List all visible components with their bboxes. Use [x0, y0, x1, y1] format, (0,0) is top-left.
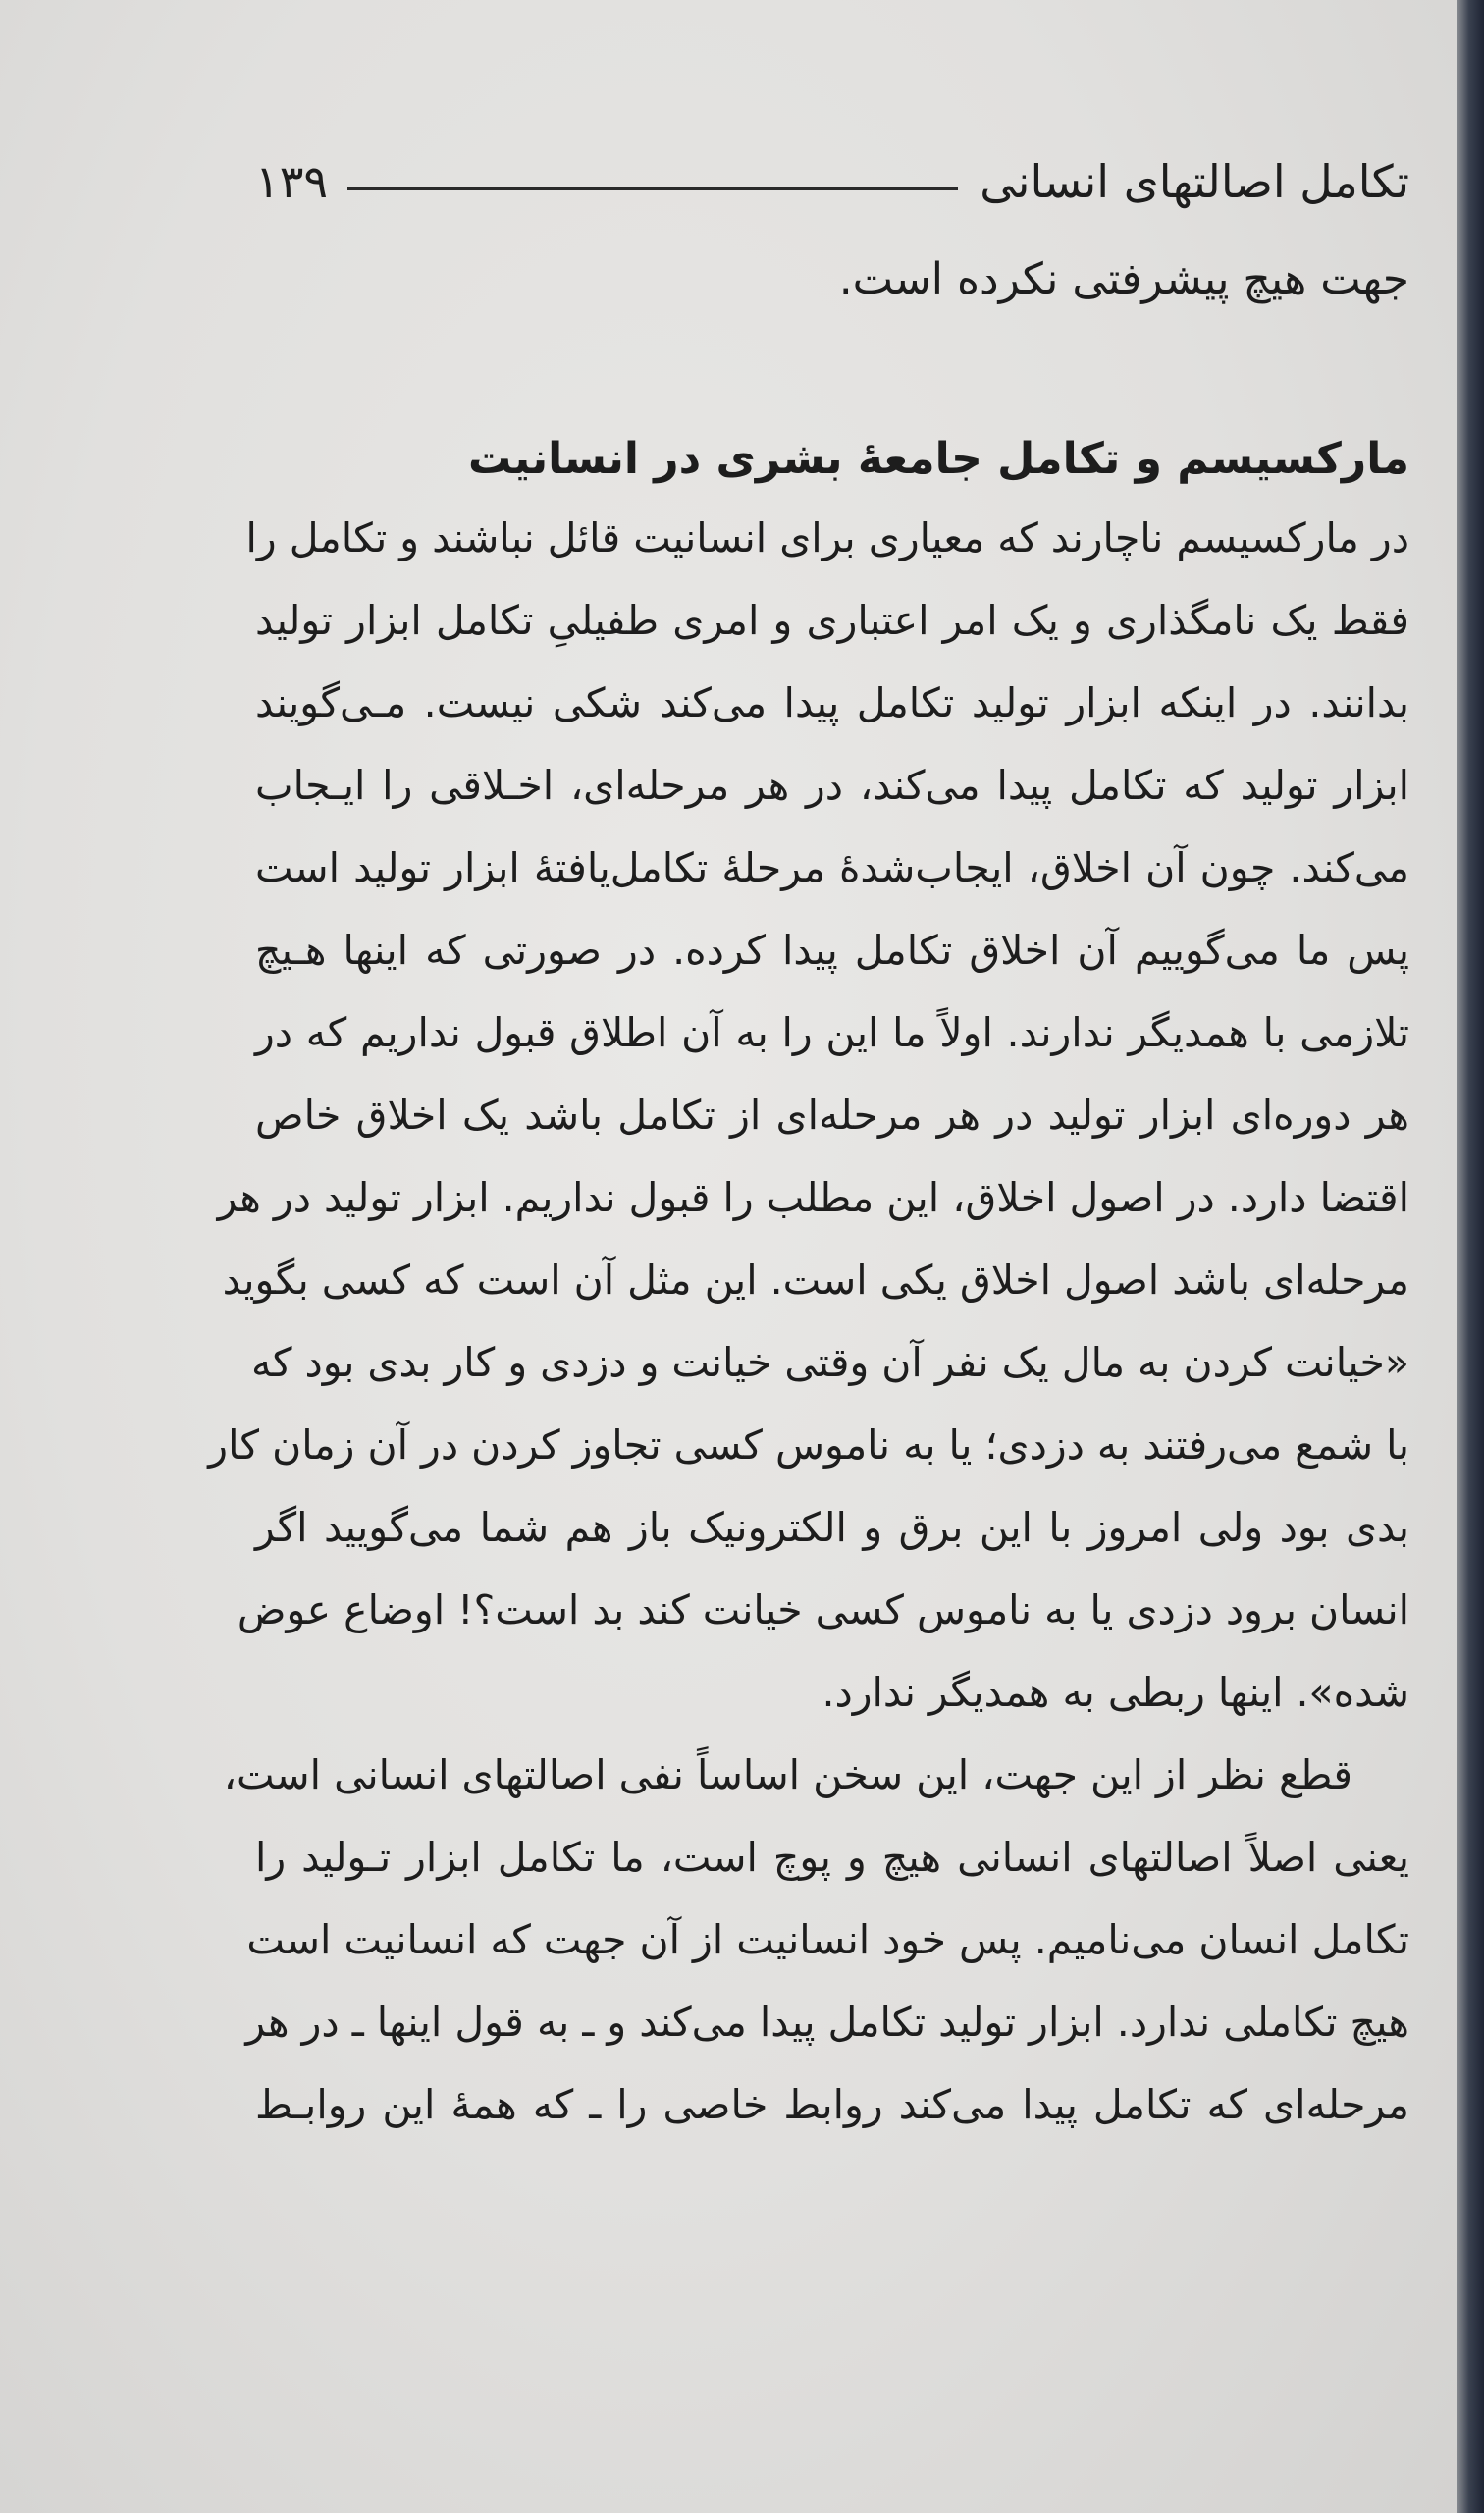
text-line: «خیانت کردن به مال یک نفر آن وقتی خیانت و دزدی و کار بدی بود که — [251, 1339, 1409, 1386]
paragraph-2 — [223, 1734, 1409, 2146]
text-line: یعنی اصلاً اصالتهای انسانی هیچ و پوچ است، ما تکامل ابزار تـولید را — [255, 1834, 1409, 1881]
text-line: فقط یک نامگذاری و یک امر اعتباری و امری طفیلیِ تکامل ابزار تولید — [255, 597, 1409, 644]
text-line: بدانند. در اینکه ابزار تولید تکامل پیدا می‌کند شکی نیست. مـی‌گویند — [255, 679, 1409, 726]
text-line: هیچ تکاملی ندارد. ابزار تولید تکامل پیدا می‌کند و ـ به قول اینها ـ در هر — [245, 1999, 1409, 2046]
text-line: می‌کند. چون آن اخلاق، ایجاب‌شدهٔ مرحلهٔ تکامل‌یافتهٔ ابزار تولید است — [255, 844, 1409, 891]
text-line: تلازمی با همدیگر ندارند. اولاً ما این را به آن اطلاق قبول نداریم که در — [255, 1009, 1409, 1056]
text-line: قطع نظر از این جهت، این سخن اساساً نفی اصالتهای انسانی است، — [223, 1751, 1352, 1798]
running-header — [255, 147, 1409, 216]
header-rule — [347, 187, 958, 190]
text-line: مرحله‌ای که تکامل پیدا می‌کند روابط خاصی را ـ که همهٔ این روابـط — [255, 2081, 1409, 2128]
text-line: بدی بود ولی امروز با این برق و الکترونیک باز هم شما می‌گویید اگر — [255, 1504, 1409, 1551]
text-line: اقتضا دارد. در اصول اخلاق، این مطلب را قبول نداریم. ابزار تولید در هر — [217, 1174, 1409, 1221]
text-line: انسان برود دزدی یا به ناموس کسی خیانت کند بد است؟! اوضاع عوض — [237, 1586, 1409, 1633]
text-line: پس ما می‌گوییم آن اخلاق تکامل پیدا کرده. در صورتی که اینها هـیچ — [255, 927, 1409, 974]
page-number: ۱۳۹ — [255, 155, 329, 208]
text-line: در مارکسیسم ناچارند که معیاری برای انسانیت قائل نباشند و تکامل را — [245, 514, 1409, 561]
paragraph-1 — [208, 497, 1409, 1734]
text-line: هر دوره‌ای ابزار تولید در هر مرحله‌ای از تکامل باشد یک اخلاق خاص — [255, 1092, 1409, 1139]
text-line: شده». اینها ربطی به همدیگر ندارد. — [822, 1669, 1409, 1716]
page-edge-shadow — [1457, 0, 1484, 2513]
carried-over-line: جهت هیچ پیشرفتی نکرده است. — [838, 254, 1409, 304]
text-line: تکامل انسان می‌نامیم. پس خود انسانیت از آن جهت که انسانیت است — [246, 1916, 1409, 1963]
text-line: مرحله‌ای باشد اصول اخلاق یکی است. این مثل آن است که کسی بگوید — [222, 1256, 1409, 1304]
text-line: با شمع می‌رفتند به دزدی؛ یا به ناموس کسی تجاوز کردن در آن زمان کار — [208, 1421, 1409, 1469]
page-content — [208, 147, 1409, 2146]
section-heading: مارکسیسم و تکامل جامعهٔ بشری در انسانیت — [468, 434, 1409, 484]
running-title: تکامل اصالتهای انسانی — [980, 155, 1409, 208]
text-line: ابزار تولید که تکامل پیدا می‌کند، در هر مرحله‌ای، اخـلاقی را ایـجاب — [255, 762, 1409, 809]
